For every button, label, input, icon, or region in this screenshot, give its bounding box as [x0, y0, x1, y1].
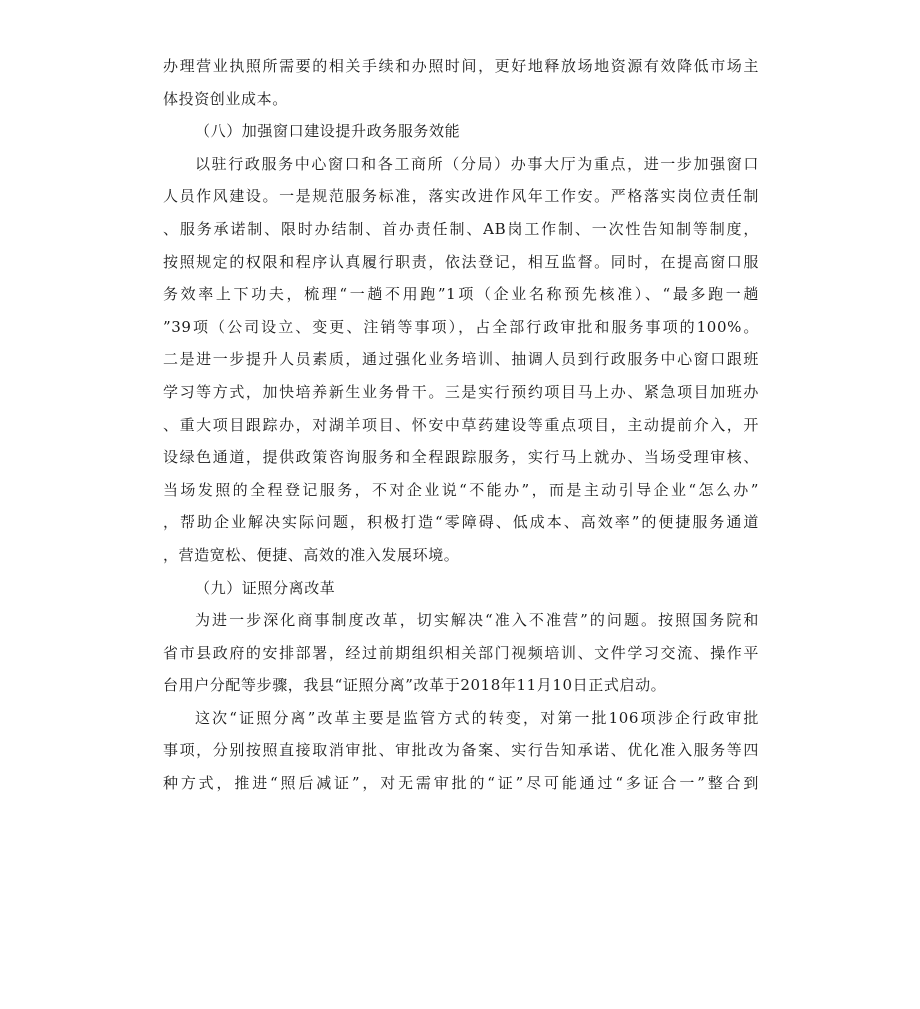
- text-line: ，帮助企业解决实际问题，积极打造“零障碍、低成本、高效率”的便捷服务通道: [163, 513, 759, 532]
- text-line: 体投资创业成本。: [163, 89, 288, 108]
- text-line: 二是进一步提升人员素质，通过强化业务培训、抽调人员到行政服务中心窗口跟班: [163, 350, 759, 369]
- text-line: 办理营业执照所需要的相关手续和办照时间，更好地释放场地资源有效降低市场主: [163, 57, 759, 75]
- text-line: 务效率上下功夫，梳理“一趟不用跑”1项（企业名称预先核准）、“最多跑一趟: [163, 285, 759, 304]
- text-line: 、重大项目跟踪办，对湖羊项目、怀安中草药建设等重点项目，主动提前介入，开: [163, 415, 759, 434]
- text-line: 学习等方式，加快培养新生业务骨干。三是实行预约项目马上办、紧急项目加班办: [163, 382, 759, 401]
- text-line: 、服务承诺制、限时办结制、首办责任制、AB岗工作制、一次性告知制等制度，: [163, 219, 759, 238]
- document-page: [163, 50, 759, 800]
- text-line: 种方式，推进“照后减证”，对无需审批的“证”尽可能通过“多证合一”整合到: [163, 774, 759, 793]
- text-line: ，营造宽松、便捷、高效的准入发展环境。: [163, 545, 460, 564]
- text-line: 设绿色通道，提供政策咨询服务和全程跟踪服务，实行马上就办、当场受理审核、: [163, 448, 759, 467]
- text-line: 这次“证照分离”改革主要是监管方式的转变，对第一批106项涉企行政审批: [195, 708, 759, 727]
- text-line: 人员作风建设。一是规范服务标准，落实改进作风年工作安。严格落实岗位责任制: [163, 187, 759, 206]
- text-line: ”39项（公司设立、变更、注销等事项），占全部行政审批和服务事项的100%。: [163, 317, 759, 336]
- text-line: 按照规定的权限和程序认真履行职责，依法登记，相互监督。同时，在提高窗口服: [163, 252, 759, 271]
- section-heading: （九）证照分离改革: [195, 578, 336, 597]
- text-line: 为进一步深化商事制度改革，切实解决“准入不准营”的问题。按照国务院和: [195, 611, 759, 630]
- section-heading: （八）加强窗口建设提升政务服务效能: [195, 122, 461, 141]
- text-line: 以驻行政服务中心窗口和各工商所（分局）办事大厅为重点，进一步加强窗口: [195, 154, 759, 173]
- text-line: 事项，分别按照直接取消审批、审批改为备案、实行告知承诺、优化准入服务等四: [163, 741, 759, 760]
- text-line: 省市县政府的安排部署，经过前期组织相关部门视频培训、文件学习交流、操作平: [163, 643, 759, 662]
- text-line: 台用户分配等步骤，我县“证照分离”改革于2018年11月10日正式启动。: [163, 676, 667, 695]
- text-line: 当场发照的全程登记服务，不对企业说“不能办”，而是主动引导企业“怎么办”: [163, 480, 759, 499]
